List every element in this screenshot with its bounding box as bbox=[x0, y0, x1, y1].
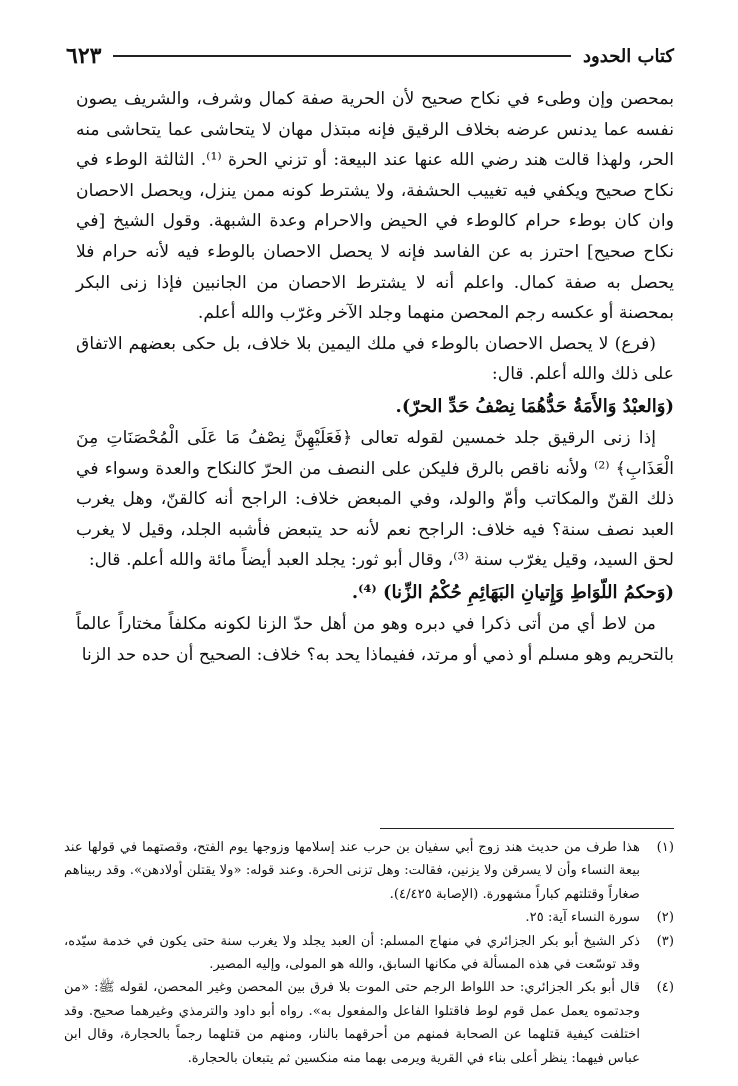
footnote-mark: (١) bbox=[656, 840, 674, 855]
main-text bbox=[76, 84, 674, 670]
footnote-text: سورة النساء آية: ٢٥. bbox=[525, 910, 640, 926]
footnote-text: هذا طرف من حديث هند زوج أبي سفيان بن حرب عند إسلامها وزوجها يوم الفتح، وقصتهما في قولها عند بيعة النساء وأن لا يسرقن ولا يزنين، فقالت: وهل تزنى الحرة. وعند قوله: «ولا يقتلن أولادهن». وقد ربيناهم صغاراً وقتلتهم كباراً مشهورة. (الإصابة ٤/٤٢٥). bbox=[64, 840, 640, 902]
footnote bbox=[64, 976, 674, 1070]
paragraph: بمحصن وإن وطىء في نكاح صحيح لأن الحرية صفة كمال وشرف، والشريف يصون نفسه عما يدنس عرضه بخلاف الرقيق فإنه مبتذل مهان لا يتحاشى عما يتحاشى منه الحر، ولهذا قالت هند رضي الله عنها عند البيعة: أو تزني الحرة ⁽¹⁾. الثالثة الوطء في نكاح صحيح ويكفي فيه تغييب الحشفة، ولا يشترط كونه ممن ينزل، ويحصل الاحصان وان كان بوطء حرام كالوطء في الحيض والاحرام وعدة الشبهة. وقول الشيخ [في نكاح صحيح] احترز به عن الفاسد فإنه لا يحصل الاحصان بالوطء فيه لأنه حرام فلا يحصل به صفة كمال. واعلم أنه لا يشترط الاحصان من الجانبين فإذا زنى البكر بمحصنة أو عكسه رجم المحصن منهما وجلد الآخر وغرّب والله أعلم. bbox=[76, 89, 674, 324]
footnotes bbox=[64, 836, 674, 1070]
footnote bbox=[64, 906, 674, 929]
header-rule bbox=[113, 55, 571, 57]
footnote-text: ذكر الشيخ أبو بكر الجزائري في منهاج المسلم: أن العبد يجلد ولا يغرب سنة حتى يكون في خدمة سيّده، وقد توسّعت في هذه المسألة في مكانها السابق، والله هو المولى، وإليه المصير. bbox=[64, 933, 640, 973]
chapter-title: كتاب الحدود bbox=[583, 45, 674, 67]
matn-quote: (وَحكمُ اللّوَاطِ وَإِتيانِ البَهَائِمِ حُكْمُ الزِّنا) ⁽⁴⁾. bbox=[351, 581, 674, 603]
paragraph: إذا زنى الرقيق جلد خمسين لقوله تعالى ﴿فَعَلَيْهِنَّ نِصْفُ مَا عَلَى الْمُحْصَنَاتِ مِنَ الْعَذَابِ﴾ ⁽²⁾ ولأنه ناقص بالرق فليكن على النصف من الحرّ كالنكاح والعدة وسواء في ذلك القنّ والمكاتب وأمّ والولد، وفي المبعض خلاف: الراجح أنه كالقنّ، وهل يغرب العبد نصف سنة؟ فيه خلاف: الراجح نعم لأنه حد يتبعض فأشبه الجلد، وقيل لا يغرب لحق السيد، وقيل يغرّب سنة ⁽³⁾، وقال أبو ثور: يجلد العبد أيضاً مائة والله أعلم. قال: bbox=[76, 427, 674, 571]
footnote-text: قال أبو بكر الجزائري: حد اللواط الرجم حتى الموت بلا فرق بين المحصن وغير المحصن، لقوله ﷺ: «من وجدتموه يعمل عمل قوم لوط فاقتلوا الفاعل والمفعول به». رواه أبو داود والترمذي وغيرهما صحيح. وقد اختلفت كيفية قتلهما عن الصحابة فمنهم من أحرقهما بالنار، ومنهم من قتلهما رجماً بالحجارة، وقال ابن عباس فيهما: ينظر أعلى بناء في القرية ويرمى بهما منه منكسين ثم يتبعان بالحجارة. bbox=[64, 980, 640, 1066]
page-number: ٦٢٣ bbox=[66, 43, 102, 69]
footnote bbox=[64, 930, 674, 977]
footnote-mark: (٢) bbox=[656, 910, 674, 926]
paragraph: (فرع) لا يحصل الاحصان بالوطء في ملك اليمين بلا خلاف، بل حكى بعضهم الاتفاق على ذلك والله أعلم. قال: bbox=[76, 333, 674, 385]
page-header bbox=[66, 40, 674, 72]
footnote bbox=[64, 836, 674, 906]
footnote-mark: (٣) bbox=[656, 933, 674, 949]
footnote-separator bbox=[380, 828, 674, 829]
paragraph: من لاط أي من أتى ذكرا في دبره وهو من أهل حدّ الزنا لكونه مكلفاً مختاراً عالماً بالتحريم وهو مسلم أو ذمي أو مرتد، ففيماذا يحد به؟ خلاف: الصحيح أن حده حد الزنا bbox=[76, 613, 674, 665]
footnote-mark: (٤) bbox=[656, 980, 674, 996]
matn-quote: (وَالعبْدُ وَالأَمَةُ حَدُّهُمَا نِصْفُ حَدِّ الحرّ). bbox=[395, 395, 674, 417]
